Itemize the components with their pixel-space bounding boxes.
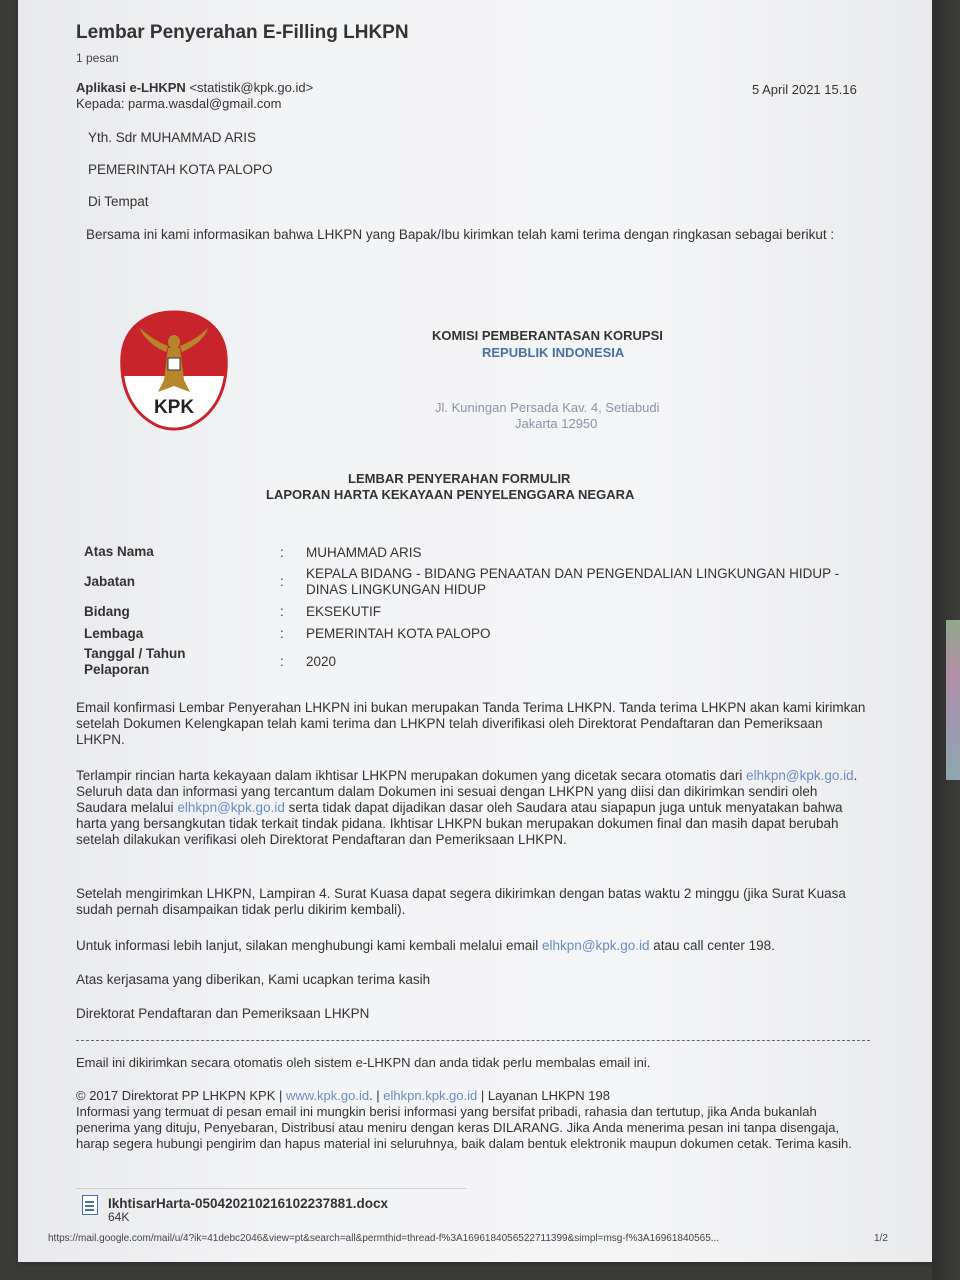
greeting: Yth. Sdr MUHAMMAD ARIS — [88, 130, 257, 145]
elhkpn-website-link[interactable]: elhkpn.kpk.go.id — [383, 1088, 478, 1103]
paragraph-thanks: Atas kerjasama yang diberikan, Kami ucapkan terima kasih — [76, 972, 431, 987]
kpk-logo-text: KPK — [153, 397, 195, 418]
attachment-divider — [76, 1188, 466, 1189]
field-colon: : — [280, 604, 284, 619]
field-colon: : — [280, 654, 284, 669]
text: Untuk informasi lebih lanjut, silakan menghubungi kami kembali melalui email — [76, 938, 542, 953]
contact-email-link[interactable]: elhkpn@kpk.go.id — [541, 938, 650, 953]
message-count: 1 pesan — [76, 51, 119, 65]
elhkpn-link[interactable]: elhkpn@kpk.go.id — [746, 768, 854, 783]
print-page-number: 1/2 — [874, 1233, 888, 1244]
background-colored-paper — [946, 620, 960, 780]
kpk-logo — [118, 310, 230, 432]
disclaimer: Informasi yang termuat di pesan email ini mungkin berisi informasi yang bersifat pribadi, rahasia dan tertutup, jika Anda bukanlah penerima yang dituju, Penyebaran, Distribusi atau meniru dengan keras DILARANG. Jika Anda menerima pesan ini tanpa disengaja, harap segera hubungi pengirim dan hapus material ini seluruhnya, baik dalam bentuk elektronik maupun dokumen cetak. Terima kasih. — [76, 1104, 852, 1151]
copyright-line — [76, 1088, 866, 1104]
form-title-line1: LEMBAR PENYERAHAN FORMULIR — [348, 471, 571, 486]
text: . | — [369, 1088, 384, 1103]
print-url: https://mail.google.com/mail/u/4?ik=41debc2046&view=pt&search=all&permthid=thread-f%3A1696184056522711399&simpl=msg-f%3A16961840565... — [48, 1233, 720, 1244]
text: Terlampir rincian harta kekayaan dalam ikhtisar LHKPN merupakan dokumen yang dicetak secara otomatis dari — [76, 768, 747, 783]
attachment-size: 64K — [108, 1210, 130, 1224]
agency-address-line1: Jl. Kuningan Persada Kav. 4, Setiabudi — [435, 400, 660, 415]
printed-email-page — [18, 0, 932, 1262]
field-value: MUHAMMAD ARIS — [306, 545, 422, 560]
recipient-line: Kepada: parma.wasdal@gmail.com — [76, 96, 282, 111]
field-colon: : — [280, 574, 284, 589]
form-title-line2: LAPORAN HARTA KEKAYAAN PENYELENGGARA NEGARA — [266, 487, 635, 502]
auto-notice: Email ini dikirimkan secara otomatis oleh sistem e-LHKPN dan anda tidak perlu membalas email ini. — [76, 1055, 651, 1070]
document-icon — [82, 1195, 98, 1215]
agency-title: KOMISI PEMBERANTASAN KORUPSI — [432, 328, 663, 343]
footer-divider — [76, 1040, 870, 1041]
text: . Seluruh data dan informasi yang tercantum dalam Dokumen ini sesuai dengan LHKPN yang diisi dan dikirimkan sendiri oleh Saudara melalui — [76, 768, 858, 815]
text: © 2017 Direktorat PP LHKPN KPK | — [76, 1088, 286, 1103]
signature-directorate: Direktorat Pendaftaran dan Pemeriksaan LHKPN — [76, 1006, 370, 1021]
field-value: PEMERINTAH KOTA PALOPO — [306, 626, 491, 641]
intro-paragraph: Bersama ini kami informasikan bahwa LHKPN yang Bapak/Ibu kirimkan telah kami terima dengan ringkasan sebagai berikut : — [86, 227, 835, 242]
text: | Layanan LHKPN 198 — [477, 1088, 610, 1103]
agency-subtitle: REPUBLIK INDONESIA — [482, 345, 625, 360]
kpk-website-link[interactable]: www.kpk.go.id — [285, 1088, 370, 1103]
field-label: Jabatan — [84, 574, 136, 589]
paragraph-confirmation: Email konfirmasi Lembar Penyerahan LHKPN ini bukan merupakan Tanda Terima LHKPN. Tanda terima LHKPN akan kami kirimkan setelah Dokumen Kelengkapan telah kami terima dan LHKPN telah diverifikasi oleh Direktorat Pendaftaran dan Pemeriksaan LHKPN. — [76, 700, 866, 747]
attachment-filename[interactable]: IkhtisarHarta-05042021021610223788​1.docx — [108, 1196, 388, 1211]
field-label: Atas Nama — [84, 544, 154, 559]
agency-address-line2: Jakarta 12950 — [515, 416, 598, 431]
field-value: KEPALA BIDANG - BIDANG PENAATAN DAN PENGENDALIAN LINGKUNGAN HIDUP - DINAS LINGKUNGAN HIDUP — [306, 566, 840, 597]
field-value: EKSEKUTIF — [306, 604, 382, 619]
sender-name: Aplikasi e-LHKPN — [76, 80, 186, 95]
field-colon: : — [280, 626, 284, 641]
sender-email: <statistik@kpk.go.id> — [189, 80, 314, 95]
paragraph-surat-kuasa: Setelah mengirimkan LHKPN, Lampiran 4. Surat Kuasa dapat segera dikirimkan dengan batas waktu 2 minggu (jika Surat Kuasa sudah pernah disampaikan tidak perlu dikirim kembali). — [76, 886, 846, 917]
email-date: 5 April 2021 15.16 — [752, 82, 857, 97]
sender-line — [76, 80, 313, 95]
paragraph-contact — [76, 938, 866, 954]
elhkpn-link[interactable]: elhkpn@kpk.go.id — [177, 800, 285, 815]
place: Di Tempat — [88, 194, 149, 209]
field-value: 2020 — [306, 654, 337, 669]
recipient-org: PEMERINTAH KOTA PALOPO — [88, 162, 273, 177]
paragraph-attachment-info — [76, 768, 866, 848]
field-label: Bidang — [84, 604, 130, 619]
email-subject: Lembar Penyerahan E-Filling LHKPN — [76, 22, 409, 43]
field-colon: : — [280, 545, 284, 560]
text: serta tidak dapat dijadikan dasar oleh Saudara atau siapapun juga untuk menyatakan bahwa harta yang bersangkutan tidak terkait tindak pidana. Ikhtisar LHKPN bukan merupakan dokumen final dan masih dapat berubah setelah dilakukan verifikasi oleh Direktorat Pendaftaran dan Pemeriksaan LHKPN. — [76, 800, 843, 847]
text: atau call center 198. — [649, 938, 775, 953]
field-label: Lembaga — [84, 626, 144, 641]
field-label: Tanggal / Tahun Pelaporan — [84, 646, 186, 677]
